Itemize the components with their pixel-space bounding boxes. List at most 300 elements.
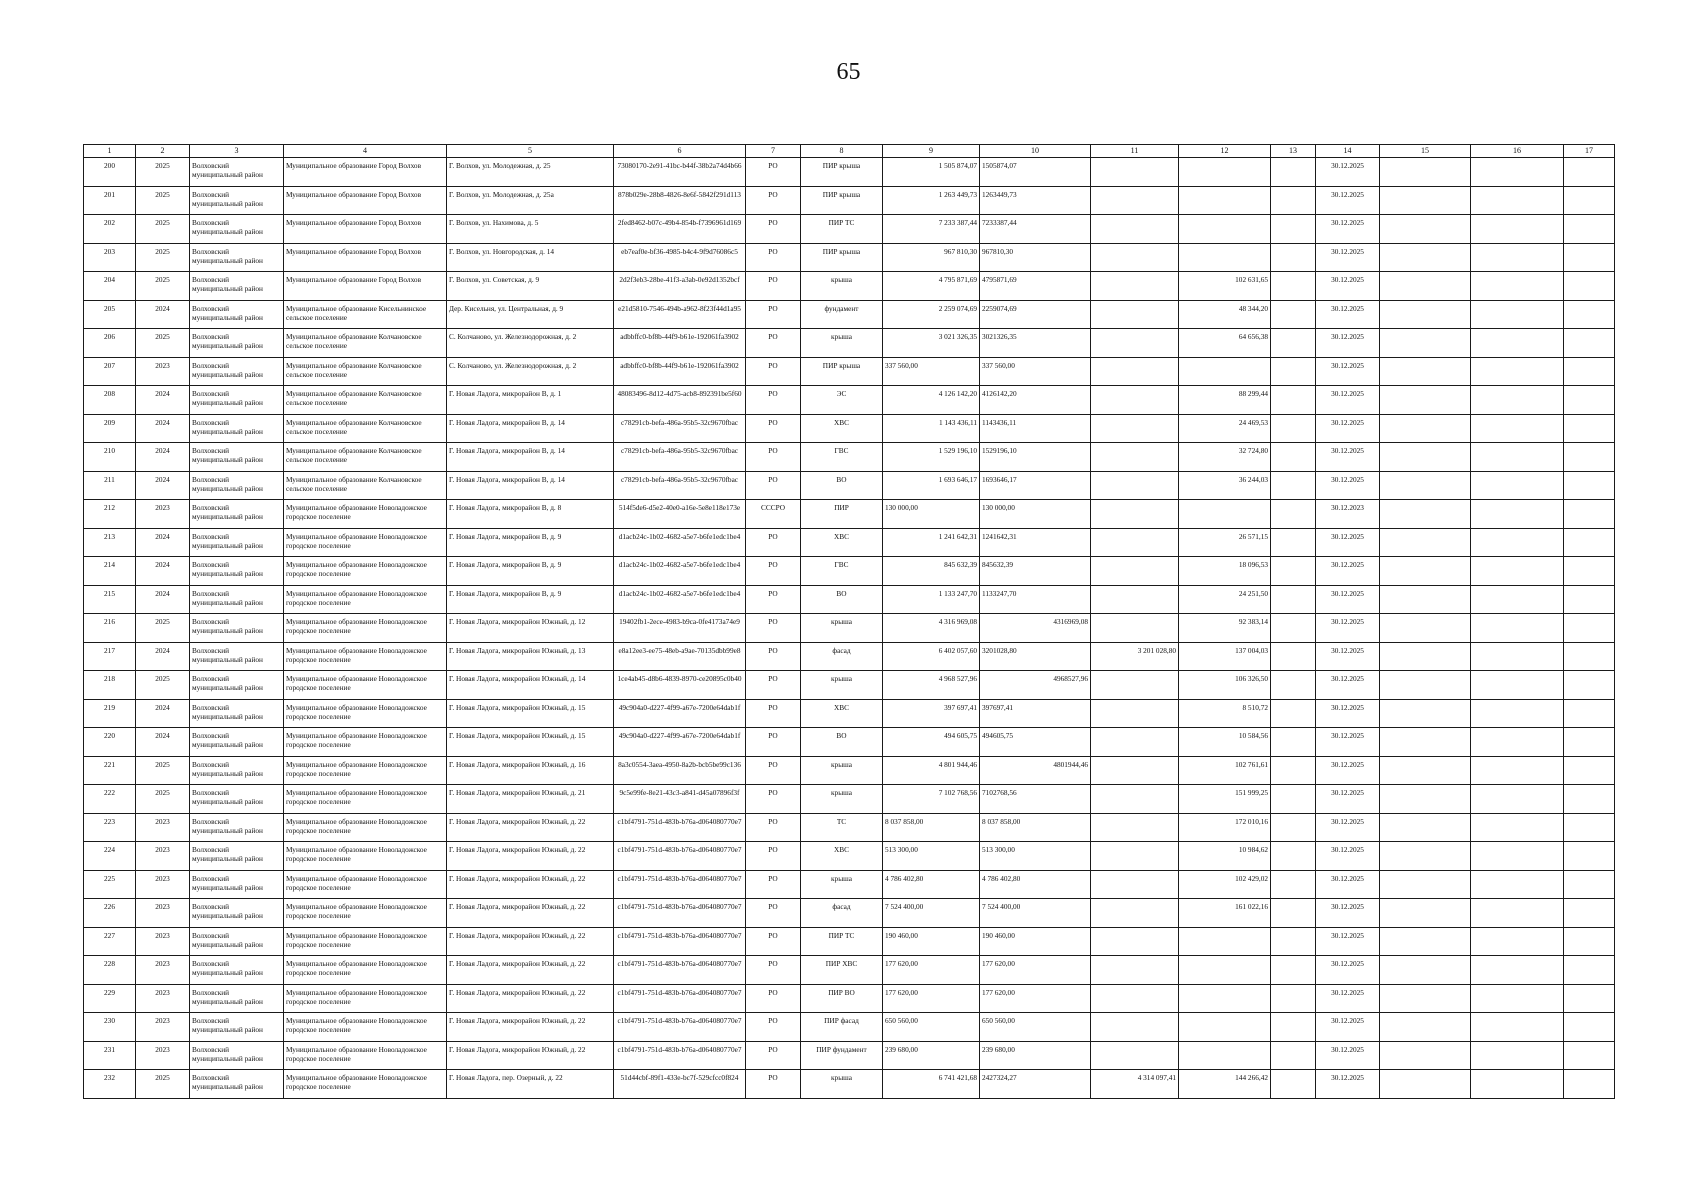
cell-district: Волховский муниципальный район — [190, 785, 284, 814]
cell-cost-extra — [1179, 158, 1271, 187]
cell-house-guid: 9c5e99fe-8e21-43c3-a841-d45a07896f3f — [614, 785, 746, 814]
cell-work-type: ХВС — [801, 842, 883, 871]
cell-row-number: 219 — [84, 699, 136, 728]
cell-row-number: 214 — [84, 557, 136, 586]
cell-cost-regional: 967810,30 — [980, 243, 1091, 272]
cell-row-number: 201 — [84, 186, 136, 215]
cell-total-cost: 845 632,39 — [883, 557, 980, 586]
cell-col-16 — [1471, 215, 1564, 244]
cell-col-17 — [1564, 443, 1615, 472]
cell-cost-other — [1091, 471, 1179, 500]
cell-year: 2023 — [136, 956, 190, 985]
cell-col-13 — [1271, 984, 1316, 1013]
cell-funding-source: РО — [746, 1013, 801, 1042]
cell-funding-source: РО — [746, 785, 801, 814]
cell-col-17 — [1564, 614, 1615, 643]
cell-col-16 — [1471, 1041, 1564, 1070]
cell-total-cost: 7 524 400,00 — [883, 899, 980, 928]
cell-address: Г. Новая Ладога, микрорайон В, д. 14 — [447, 414, 614, 443]
cell-work-type: крыша — [801, 272, 883, 301]
cell-address: Г. Новая Ладога, микрорайон Южный, д. 13 — [447, 642, 614, 671]
column-header-17: 17 — [1564, 145, 1615, 158]
cell-deadline-date: 30.12.2025 — [1316, 158, 1380, 187]
cell-col-17 — [1564, 756, 1615, 785]
cell-house-guid: c1bf4791-751d-483b-b76a-d064080770e7 — [614, 956, 746, 985]
cell-cost-extra: 102 761,61 — [1179, 756, 1271, 785]
cell-funding-source: РО — [746, 300, 801, 329]
cell-municipality: Муниципальное образование Новоладожское городское поселение — [284, 842, 447, 871]
cell-cost-extra: 137 004,03 — [1179, 642, 1271, 671]
cell-address: Г. Новая Ладога, микрорайон Южный, д. 22 — [447, 1041, 614, 1070]
cell-house-guid: c78291cb-befa-486a-95b5-32c9670fbac — [614, 414, 746, 443]
cell-cost-extra: 88 299,44 — [1179, 386, 1271, 415]
cell-address: Г. Новая Ладога, микрорайон Южный, д. 22 — [447, 813, 614, 842]
cell-total-cost: 8 037 858,00 — [883, 813, 980, 842]
cell-house-guid: c1bf4791-751d-483b-b76a-d064080770e7 — [614, 870, 746, 899]
cell-funding-source: РО — [746, 386, 801, 415]
cell-year: 2023 — [136, 500, 190, 529]
cell-cost-other — [1091, 728, 1179, 757]
cell-cost-regional: 4795871,69 — [980, 272, 1091, 301]
cell-district: Волховский муниципальный район — [190, 215, 284, 244]
cell-cost-other — [1091, 927, 1179, 956]
cell-district: Волховский муниципальный район — [190, 243, 284, 272]
cell-address: Г. Новая Ладога, микрорайон В, д. 1 — [447, 386, 614, 415]
cell-funding-source: РО — [746, 1070, 801, 1099]
cell-work-type: фундамент — [801, 300, 883, 329]
cell-funding-source: РО — [746, 699, 801, 728]
cell-col-15 — [1380, 642, 1471, 671]
cell-work-type: крыша — [801, 1070, 883, 1099]
cell-address: Г. Новая Ладога, микрорайон В, д. 8 — [447, 500, 614, 529]
cell-col-13 — [1271, 927, 1316, 956]
cell-cost-other — [1091, 785, 1179, 814]
column-header-9: 9 — [883, 145, 980, 158]
cell-municipality: Муниципальное образование Новоладожское городское поселение — [284, 728, 447, 757]
cell-municipality: Муниципальное образование Колчановское сельское поселение — [284, 386, 447, 415]
cell-cost-regional: 1241642,31 — [980, 528, 1091, 557]
cell-municipality: Муниципальное образование Город Волхов — [284, 272, 447, 301]
cell-deadline-date: 30.12.2025 — [1316, 557, 1380, 586]
cell-house-guid: adbbffc0-bf8b-44f9-b61e-192061fa3902 — [614, 329, 746, 358]
column-header-16: 16 — [1471, 145, 1564, 158]
cell-funding-source: СССРО — [746, 500, 801, 529]
table-row — [84, 642, 1615, 671]
cell-municipality: Муниципальное образование Новоладожское городское поселение — [284, 813, 447, 842]
cell-year: 2025 — [136, 186, 190, 215]
cell-deadline-date: 30.12.2025 — [1316, 728, 1380, 757]
cell-col-17 — [1564, 386, 1615, 415]
column-header-11: 11 — [1091, 145, 1179, 158]
cell-cost-regional: 4 786 402,80 — [980, 870, 1091, 899]
cell-cost-regional: 1133247,70 — [980, 585, 1091, 614]
cell-district: Волховский муниципальный район — [190, 158, 284, 187]
cell-cost-extra: 36 244,03 — [1179, 471, 1271, 500]
cell-cost-other — [1091, 956, 1179, 985]
cell-work-type: ТС — [801, 813, 883, 842]
cell-deadline-date: 30.12.2025 — [1316, 357, 1380, 386]
cell-col-15 — [1380, 186, 1471, 215]
cell-row-number: 207 — [84, 357, 136, 386]
cell-col-17 — [1564, 158, 1615, 187]
cell-house-guid: 73080170-2e91-41bc-b44f-38b2a74d4b66 — [614, 158, 746, 187]
cell-col-13 — [1271, 756, 1316, 785]
cell-funding-source: РО — [746, 585, 801, 614]
cell-col-13 — [1271, 557, 1316, 586]
cell-cost-other — [1091, 870, 1179, 899]
cell-row-number: 221 — [84, 756, 136, 785]
cell-col-17 — [1564, 1070, 1615, 1099]
cell-col-13 — [1271, 956, 1316, 985]
cell-row-number: 231 — [84, 1041, 136, 1070]
cell-house-guid: c1bf4791-751d-483b-b76a-d064080770e7 — [614, 984, 746, 1013]
cell-cost-extra: 172 010,16 — [1179, 813, 1271, 842]
cell-col-13 — [1271, 528, 1316, 557]
cell-cost-extra: 151 999,25 — [1179, 785, 1271, 814]
cell-row-number: 203 — [84, 243, 136, 272]
cell-year: 2023 — [136, 870, 190, 899]
cell-funding-source: РО — [746, 728, 801, 757]
cell-address: Г. Новая Ладога, микрорайон В, д. 9 — [447, 585, 614, 614]
cell-district: Волховский муниципальный район — [190, 500, 284, 529]
cell-deadline-date: 30.12.2025 — [1316, 443, 1380, 472]
cell-address: Г. Волхов, ул. Нахимова, д. 5 — [447, 215, 614, 244]
cell-cost-other — [1091, 842, 1179, 871]
cell-cost-other — [1091, 300, 1179, 329]
cell-cost-other — [1091, 186, 1179, 215]
table-header — [84, 145, 1615, 158]
cell-funding-source: РО — [746, 443, 801, 472]
cell-row-number: 226 — [84, 899, 136, 928]
cell-cost-extra: 32 724,80 — [1179, 443, 1271, 472]
cell-col-17 — [1564, 927, 1615, 956]
cell-cost-other — [1091, 329, 1179, 358]
cell-deadline-date: 30.12.2025 — [1316, 956, 1380, 985]
cell-house-guid: adbbffc0-bf8b-44f9-b61e-192061fa3902 — [614, 357, 746, 386]
cell-row-number: 225 — [84, 870, 136, 899]
cell-municipality: Муниципальное образование Колчановское сельское поселение — [284, 329, 447, 358]
cell-cost-extra: 64 656,38 — [1179, 329, 1271, 358]
cell-municipality: Муниципальное образование Новоладожское городское поселение — [284, 585, 447, 614]
cell-cost-extra: 24 469,53 — [1179, 414, 1271, 443]
table-row — [84, 671, 1615, 700]
cell-col-16 — [1471, 243, 1564, 272]
cell-year: 2023 — [136, 927, 190, 956]
cell-municipality: Муниципальное образование Новоладожское городское поселение — [284, 557, 447, 586]
cell-municipality: Муниципальное образование Новоладожское городское поселение — [284, 671, 447, 700]
cell-cost-regional: 650 560,00 — [980, 1013, 1091, 1042]
cell-cost-regional: 3021326,35 — [980, 329, 1091, 358]
cell-house-guid: 49c904a0-d227-4f99-a67e-7200e64dab1f — [614, 728, 746, 757]
cell-cost-regional: 845632,39 — [980, 557, 1091, 586]
cell-work-type: ПИР крыша — [801, 357, 883, 386]
cell-district: Волховский муниципальный район — [190, 813, 284, 842]
cell-col-13 — [1271, 443, 1316, 472]
cell-cost-regional: 4316969,08 — [980, 614, 1091, 643]
table-row — [84, 728, 1615, 757]
cell-municipality: Муниципальное образование Новоладожское городское поселение — [284, 870, 447, 899]
cell-col-13 — [1271, 300, 1316, 329]
cell-col-15 — [1380, 785, 1471, 814]
cell-cost-other — [1091, 158, 1179, 187]
cell-district: Волховский муниципальный район — [190, 728, 284, 757]
cell-deadline-date: 30.12.2025 — [1316, 870, 1380, 899]
table-row — [84, 471, 1615, 500]
table-row — [84, 1013, 1615, 1042]
cell-col-13 — [1271, 243, 1316, 272]
cell-district: Волховский муниципальный район — [190, 300, 284, 329]
cell-deadline-date: 30.12.2025 — [1316, 329, 1380, 358]
cell-municipality: Муниципальное образование Новоладожское городское поселение — [284, 956, 447, 985]
cell-deadline-date: 30.12.2025 — [1316, 1013, 1380, 1042]
cell-row-number: 224 — [84, 842, 136, 871]
cell-total-cost: 6 402 057,60 — [883, 642, 980, 671]
cell-cost-other: 4 314 097,41 — [1091, 1070, 1179, 1099]
cell-cost-other — [1091, 500, 1179, 529]
cell-cost-regional: 7233387,44 — [980, 215, 1091, 244]
cell-col-16 — [1471, 728, 1564, 757]
cell-total-cost: 1 529 196,10 — [883, 443, 980, 472]
cell-col-17 — [1564, 984, 1615, 1013]
cell-row-number: 229 — [84, 984, 136, 1013]
cell-year: 2023 — [136, 899, 190, 928]
cell-deadline-date: 30.12.2025 — [1316, 186, 1380, 215]
cell-total-cost: 4 786 402,80 — [883, 870, 980, 899]
cell-col-17 — [1564, 414, 1615, 443]
cell-col-15 — [1380, 927, 1471, 956]
cell-year: 2024 — [136, 557, 190, 586]
cell-work-type: крыша — [801, 329, 883, 358]
cell-col-13 — [1271, 1041, 1316, 1070]
cell-col-13 — [1271, 158, 1316, 187]
cell-row-number: 215 — [84, 585, 136, 614]
register-table — [83, 144, 1615, 1099]
cell-house-guid: c78291cb-befa-486a-95b5-32c9670fbac — [614, 443, 746, 472]
table-row — [84, 956, 1615, 985]
table-row — [84, 756, 1615, 785]
cell-col-15 — [1380, 414, 1471, 443]
cell-house-guid: c1bf4791-751d-483b-b76a-d064080770e7 — [614, 1013, 746, 1042]
cell-work-type: крыша — [801, 870, 883, 899]
cell-district: Волховский муниципальный район — [190, 357, 284, 386]
cell-municipality: Муниципальное образование Город Волхов — [284, 186, 447, 215]
cell-house-guid: e21d5810-7546-494b-a962-8f23f44d1a95 — [614, 300, 746, 329]
cell-work-type: ПИР ХВС — [801, 956, 883, 985]
cell-address: Г. Волхов, ул. Молодежная, д. 25а — [447, 186, 614, 215]
cell-cost-extra: 144 266,42 — [1179, 1070, 1271, 1099]
cell-cost-extra — [1179, 984, 1271, 1013]
table-row — [84, 414, 1615, 443]
cell-cost-extra: 8 510,72 — [1179, 699, 1271, 728]
cell-col-13 — [1271, 357, 1316, 386]
cell-year: 2024 — [136, 728, 190, 757]
cell-municipality: Муниципальное образование Колчановское сельское поселение — [284, 471, 447, 500]
cell-col-15 — [1380, 272, 1471, 301]
cell-address: Г. Волхов, ул. Новгородская, д. 14 — [447, 243, 614, 272]
cell-col-17 — [1564, 785, 1615, 814]
cell-year: 2023 — [136, 984, 190, 1013]
cell-col-17 — [1564, 671, 1615, 700]
cell-col-15 — [1380, 728, 1471, 757]
cell-deadline-date: 30.12.2025 — [1316, 927, 1380, 956]
cell-col-16 — [1471, 1013, 1564, 1042]
cell-col-15 — [1380, 585, 1471, 614]
table-row — [84, 927, 1615, 956]
table-row — [84, 557, 1615, 586]
cell-total-cost: 177 620,00 — [883, 984, 980, 1013]
cell-cost-extra — [1179, 186, 1271, 215]
cell-work-type: ХВС — [801, 699, 883, 728]
cell-cost-other — [1091, 1041, 1179, 1070]
cell-municipality: Муниципальное образование Новоладожское городское поселение — [284, 528, 447, 557]
cell-year: 2025 — [136, 158, 190, 187]
cell-house-guid: 19402fb1-2ece-4983-b9ca-0fe4173a74e9 — [614, 614, 746, 643]
cell-col-16 — [1471, 443, 1564, 472]
column-header-10: 10 — [980, 145, 1091, 158]
cell-year: 2023 — [136, 357, 190, 386]
cell-funding-source: РО — [746, 756, 801, 785]
cell-municipality: Муниципальное образование Город Волхов — [284, 215, 447, 244]
cell-col-16 — [1471, 528, 1564, 557]
cell-district: Волховский муниципальный район — [190, 414, 284, 443]
cell-total-cost: 397 697,41 — [883, 699, 980, 728]
table-row — [84, 500, 1615, 529]
cell-col-15 — [1380, 443, 1471, 472]
table-row — [84, 186, 1615, 215]
cell-cost-regional: 177 620,00 — [980, 956, 1091, 985]
cell-work-type: ХВС — [801, 414, 883, 443]
cell-funding-source: РО — [746, 899, 801, 928]
cell-year: 2023 — [136, 1041, 190, 1070]
cell-district: Волховский муниципальный район — [190, 956, 284, 985]
cell-cost-other — [1091, 899, 1179, 928]
table-row — [84, 443, 1615, 472]
table-row — [84, 329, 1615, 358]
cell-total-cost: 6 741 421,68 — [883, 1070, 980, 1099]
cell-total-cost: 1 693 646,17 — [883, 471, 980, 500]
cell-col-16 — [1471, 414, 1564, 443]
cell-district: Волховский муниципальный район — [190, 585, 284, 614]
cell-cost-other — [1091, 357, 1179, 386]
cell-cost-regional: 177 620,00 — [980, 984, 1091, 1013]
cell-year: 2024 — [136, 585, 190, 614]
table-row — [84, 984, 1615, 1013]
cell-municipality: Муниципальное образование Колчановское сельское поселение — [284, 414, 447, 443]
table-body — [84, 158, 1615, 1099]
cell-municipality: Муниципальное образование Город Волхов — [284, 158, 447, 187]
cell-district: Волховский муниципальный район — [190, 699, 284, 728]
table-row — [84, 357, 1615, 386]
cell-address: Г. Новая Ладога, микрорайон В, д. 14 — [447, 443, 614, 472]
cell-row-number: 202 — [84, 215, 136, 244]
cell-cost-regional: 3201028,80 — [980, 642, 1091, 671]
cell-total-cost: 494 605,75 — [883, 728, 980, 757]
cell-col-15 — [1380, 899, 1471, 928]
cell-funding-source: РО — [746, 870, 801, 899]
cell-col-13 — [1271, 500, 1316, 529]
cell-cost-extra — [1179, 927, 1271, 956]
cell-cost-other — [1091, 386, 1179, 415]
cell-cost-regional: 1143436,11 — [980, 414, 1091, 443]
cell-funding-source: РО — [746, 927, 801, 956]
table-row — [84, 386, 1615, 415]
cell-municipality: Муниципальное образование Колчановское сельское поселение — [284, 443, 447, 472]
cell-house-guid: d1acb24c-1b02-4682-a5e7-b6fe1edc1be4 — [614, 585, 746, 614]
cell-col-16 — [1471, 272, 1564, 301]
cell-cost-other — [1091, 528, 1179, 557]
cell-row-number: 227 — [84, 927, 136, 956]
cell-cost-regional: 337 560,00 — [980, 357, 1091, 386]
cell-total-cost: 4 795 871,69 — [883, 272, 980, 301]
cell-deadline-date: 30.12.2025 — [1316, 1070, 1380, 1099]
cell-col-15 — [1380, 215, 1471, 244]
cell-total-cost: 1 505 874,07 — [883, 158, 980, 187]
cell-municipality: Муниципальное образование Новоладожское городское поселение — [284, 785, 447, 814]
cell-cost-regional: 494605,75 — [980, 728, 1091, 757]
cell-year: 2025 — [136, 329, 190, 358]
cell-col-15 — [1380, 329, 1471, 358]
cell-address: С. Колчаново, ул. Железнодорожная, д. 2 — [447, 357, 614, 386]
cell-col-13 — [1271, 699, 1316, 728]
cell-district: Волховский муниципальный район — [190, 471, 284, 500]
cell-address: Г. Новая Ладога, микрорайон Южный, д. 22 — [447, 956, 614, 985]
cell-address: Г. Новая Ладога, микрорайон Южный, д. 22 — [447, 984, 614, 1013]
cell-row-number: 210 — [84, 443, 136, 472]
cell-col-13 — [1271, 671, 1316, 700]
cell-cost-extra — [1179, 215, 1271, 244]
cell-col-15 — [1380, 984, 1471, 1013]
cell-year: 2024 — [136, 642, 190, 671]
cell-cost-regional: 1529196,10 — [980, 443, 1091, 472]
cell-work-type: крыша — [801, 785, 883, 814]
cell-district: Волховский муниципальный район — [190, 870, 284, 899]
table-row — [84, 1070, 1615, 1099]
cell-district: Волховский муниципальный район — [190, 671, 284, 700]
cell-col-16 — [1471, 785, 1564, 814]
cell-house-guid: 878b029e-28b8-4826-8e6f-5842f291d113 — [614, 186, 746, 215]
cell-municipality: Муниципальное образование Новоладожское городское поселение — [284, 927, 447, 956]
cell-col-17 — [1564, 842, 1615, 871]
cell-work-type: ПИР крыша — [801, 186, 883, 215]
cell-col-13 — [1271, 728, 1316, 757]
cell-col-15 — [1380, 671, 1471, 700]
cell-deadline-date: 30.12.2025 — [1316, 528, 1380, 557]
cell-address: Г. Новая Ладога, микрорайон Южный, д. 16 — [447, 756, 614, 785]
cell-col-13 — [1271, 870, 1316, 899]
cell-work-type: ПИР — [801, 500, 883, 529]
table-row — [84, 899, 1615, 928]
cell-cost-extra — [1179, 1013, 1271, 1042]
cell-cost-other — [1091, 756, 1179, 785]
cell-col-16 — [1471, 186, 1564, 215]
cell-col-17 — [1564, 272, 1615, 301]
cell-deadline-date: 30.12.2025 — [1316, 471, 1380, 500]
cell-year: 2024 — [136, 443, 190, 472]
cell-funding-source: РО — [746, 956, 801, 985]
cell-col-13 — [1271, 785, 1316, 814]
cell-address: Г. Новая Ладога, микрорайон Южный, д. 22 — [447, 1013, 614, 1042]
cell-work-type: ПИР крыша — [801, 158, 883, 187]
cell-district: Волховский муниципальный район — [190, 528, 284, 557]
cell-municipality: Муниципальное образование Колчановское сельское поселение — [284, 357, 447, 386]
cell-funding-source: РО — [746, 984, 801, 1013]
cell-house-guid: 8a3c0554-3aea-4950-8a2b-bcb5be99c136 — [614, 756, 746, 785]
cell-work-type: фасад — [801, 642, 883, 671]
cell-total-cost: 7 102 768,56 — [883, 785, 980, 814]
cell-total-cost: 130 000,00 — [883, 500, 980, 529]
cell-house-guid: c1bf4791-751d-483b-b76a-d064080770e7 — [614, 899, 746, 928]
cell-address: Г. Волхов, ул. Советская, д. 9 — [447, 272, 614, 301]
